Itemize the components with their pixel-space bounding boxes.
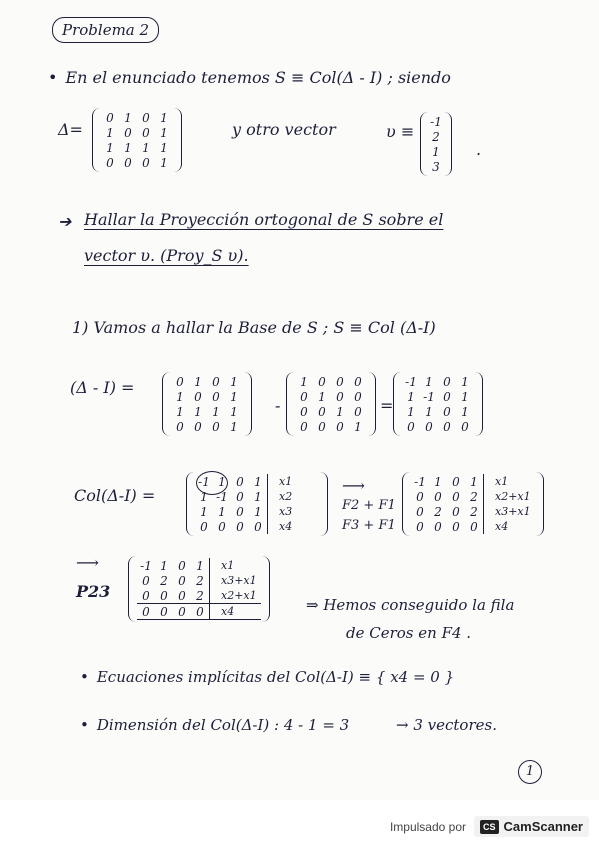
- matrix-cell: 1: [124, 110, 132, 125]
- matrix-cell: 2: [432, 129, 440, 144]
- matrix-cell: 0: [155, 604, 173, 620]
- p23-arrow: ⟶: [76, 553, 99, 572]
- augment-separator: [268, 489, 277, 504]
- row-op-2: F3 + F1: [342, 518, 396, 533]
- matrix-cell: 1: [124, 140, 132, 155]
- implicit-equations: • Ecuaciones implícitas del Col(Δ-I) ≡ { x4 = 0 }: [80, 668, 454, 686]
- augment-separator: [210, 558, 219, 573]
- matrix-row: [411, 489, 535, 504]
- matrix-cell: 0: [106, 155, 114, 170]
- matrix-cell: 0: [354, 404, 362, 419]
- matrix-cell: 0: [200, 519, 208, 534]
- matrix-cell: 1: [194, 404, 202, 419]
- matrix-cell: 1: [230, 389, 238, 404]
- matrix-row: [295, 389, 367, 404]
- scanner-footer: [390, 816, 589, 837]
- matrix-cell: 0: [194, 389, 202, 404]
- matrix-row: [402, 404, 474, 419]
- matrix-cell: 1: [461, 389, 469, 404]
- matrix-cell: 0: [443, 374, 451, 389]
- intro-text: • En el enunciado tenemos S ≡ Col(Δ - I) ; siendo: [48, 68, 451, 87]
- step1-heading: 1) Vamos a hallar la Base de S ; S ≡ Col (Δ-I): [72, 318, 436, 337]
- col-label: Col(Δ-I) =: [74, 486, 156, 505]
- matrix-cell: 1: [254, 504, 262, 519]
- matrix-cell: x3+x1: [221, 574, 257, 587]
- matrix-cell: 1: [200, 504, 208, 519]
- matrix-cell: 2: [470, 489, 478, 504]
- matrix-cell: 0: [336, 389, 344, 404]
- matrix-cell: 1: [407, 404, 415, 419]
- matrix-cell: 0: [336, 419, 344, 434]
- matrix-cell: 0: [212, 374, 220, 389]
- task-line-1: Hallar la Proyección ortogonal de S sobre el: [84, 210, 444, 229]
- matrix-delta-copy: [162, 372, 252, 436]
- matrix-cell: 2: [196, 588, 204, 603]
- matrix-cell: 1: [336, 404, 344, 419]
- matrix-row: [411, 519, 535, 534]
- matrix-cell: x1: [279, 475, 293, 488]
- delta-matrix: [92, 108, 182, 172]
- matrix-row: [295, 374, 367, 389]
- matrix-cell: 0: [142, 573, 150, 588]
- matrix-row: [101, 140, 173, 155]
- matrix-cell: 1: [142, 140, 150, 155]
- matrix-row: [171, 404, 243, 419]
- matrix-row: [137, 558, 261, 573]
- matrix-cell: 0: [318, 374, 326, 389]
- matrix-cell: -1: [430, 114, 442, 129]
- matrix-cell: 1: [160, 110, 168, 125]
- matrix-cell: 0: [434, 519, 442, 534]
- matrix-cell: 0: [318, 419, 326, 434]
- matrix-row: [427, 129, 445, 144]
- matrix-cell: 0: [254, 519, 262, 534]
- augmented-matrix-2: [402, 472, 544, 536]
- identity-matrix: [286, 372, 376, 436]
- matrix-row: [137, 588, 261, 604]
- matrix-cell: x3: [279, 505, 293, 518]
- matrix-cell: 1: [425, 404, 433, 419]
- matrix-cell: 2: [160, 573, 168, 588]
- matrix-cell: 0: [173, 604, 191, 620]
- matrix-cell: 0: [416, 519, 424, 534]
- matrix-cell: 0: [300, 389, 308, 404]
- matrix-cell: 0: [416, 489, 424, 504]
- camscanner-brand: CamScanner: [503, 819, 583, 834]
- p23-note-1: ⇒ Hemos conseguido la fila: [306, 596, 515, 614]
- camscanner-icon: CS: [480, 820, 499, 834]
- augment-separator: [484, 489, 493, 504]
- matrix-row: [427, 144, 445, 159]
- middle-text: y otro vector: [232, 120, 336, 139]
- difference-matrix: [393, 372, 483, 436]
- matrix-cell: 1: [230, 419, 238, 434]
- augment-separator: [484, 504, 493, 519]
- matrix-row: [171, 419, 243, 434]
- matrix-row: [295, 419, 367, 434]
- matrix-cell: 1: [230, 374, 238, 389]
- matrix-cell: 0: [176, 374, 184, 389]
- matrix-cell: 1: [176, 389, 184, 404]
- matrix-cell: 0: [137, 604, 155, 620]
- matrix-cell: 1: [176, 404, 184, 419]
- matrix-cell: 0: [300, 404, 308, 419]
- matrix-cell: 1: [461, 404, 469, 419]
- matrix-cell: x2+x1: [221, 589, 257, 602]
- matrix-cell: 0: [212, 389, 220, 404]
- matrix-cell: 1: [354, 419, 362, 434]
- matrix-cell: 1: [230, 404, 238, 419]
- matrix-row: [411, 474, 535, 489]
- matrix-cell: 0: [124, 125, 132, 140]
- v-label: υ ≡: [386, 122, 415, 141]
- matrix-row: [137, 573, 261, 588]
- task-arrow: ➔: [58, 212, 72, 231]
- matrix-row: [101, 110, 173, 125]
- matrix-cell: x4: [495, 520, 509, 533]
- matrix-row: [195, 519, 319, 534]
- matrix-cell: 3: [432, 159, 440, 174]
- matrix-cell: 1: [106, 140, 114, 155]
- matrix-cell: 0: [443, 419, 451, 434]
- matrix-cell: 0: [318, 404, 326, 419]
- task-line-2: vector υ. (Proy_S υ).: [84, 246, 249, 265]
- matrix-cell: 1: [194, 374, 202, 389]
- pivot-circle: [196, 471, 228, 495]
- matrix-row: [101, 155, 173, 170]
- matrix-cell: x4: [218, 604, 261, 620]
- matrix-cell: -1: [414, 474, 426, 489]
- matrix-cell: 0: [176, 419, 184, 434]
- matrix-cell: 0: [425, 419, 433, 434]
- v-vector: [420, 112, 452, 176]
- matrix-cell: 1: [407, 389, 415, 404]
- matrix-cell: 0: [452, 504, 460, 519]
- matrix-row: [171, 389, 243, 404]
- augment-separator: [268, 519, 277, 534]
- augment-separator: [484, 519, 493, 534]
- matrix-cell: 1: [160, 155, 168, 170]
- matrix-cell: 0: [416, 504, 424, 519]
- augment-separator: [268, 504, 277, 519]
- matrix-cell: 0: [106, 110, 114, 125]
- matrix-cell: -1: [405, 374, 417, 389]
- matrix-cell: 0: [443, 404, 451, 419]
- matrix-row: [427, 114, 445, 129]
- matrix-cell: 2: [196, 573, 204, 588]
- matrix-cell: 1: [160, 558, 168, 573]
- matrix-cell: 0: [407, 419, 415, 434]
- matrix-cell: 0: [354, 374, 362, 389]
- matrix-cell: 0: [434, 489, 442, 504]
- problem-title: Problema 2: [52, 17, 159, 43]
- matrix-row: [137, 604, 261, 620]
- matrix-cell: 0: [354, 389, 362, 404]
- matrix-cell: 1: [300, 374, 308, 389]
- matrix-cell: 2: [434, 504, 442, 519]
- matrix-cell: 1: [461, 374, 469, 389]
- matrix-cell: 1: [432, 144, 440, 159]
- matrix-cell: 0: [461, 419, 469, 434]
- page-number: 1: [518, 760, 542, 784]
- matrix-row: [402, 374, 474, 389]
- matrix-cell: 1: [196, 558, 204, 573]
- matrix-cell: 1: [218, 504, 226, 519]
- matrix-cell: 0: [470, 519, 478, 534]
- matrix-cell: 0: [178, 588, 186, 603]
- matrix-cell: 0: [452, 519, 460, 534]
- matrix-cell: 0: [178, 558, 186, 573]
- matrix-cell: 0: [212, 419, 220, 434]
- p23-label: P23: [76, 582, 111, 601]
- matrix-cell: 0: [236, 504, 244, 519]
- matrix-cell: 0: [142, 110, 150, 125]
- augment-separator: [210, 588, 219, 604]
- matrix-cell: x4: [279, 520, 293, 533]
- augmented-matrix-3: [128, 556, 270, 622]
- matrix-cell: x3+x1: [495, 505, 531, 518]
- matrix-row: [411, 504, 535, 519]
- dimension-tail: → 3 vectores.: [396, 716, 497, 734]
- dimension-text: • Dimensión del Col(Δ-I) : 4 - 1 = 3: [80, 716, 349, 734]
- matrix-cell: 0: [124, 155, 132, 170]
- minus-sign: -: [275, 396, 281, 415]
- matrix-cell: 0: [452, 474, 460, 489]
- augment-separator: [268, 474, 277, 489]
- matrix-row: [101, 125, 173, 140]
- matrix-cell: 0: [452, 489, 460, 504]
- augment-separator: [484, 474, 493, 489]
- matrix-cell: 0: [300, 419, 308, 434]
- matrix-cell: 2: [470, 504, 478, 519]
- matrix-cell: 1: [200, 489, 208, 504]
- matrix-cell: 1: [318, 389, 326, 404]
- matrix-cell: 1: [254, 489, 262, 504]
- powered-by-text: Impulsado por: [389, 819, 466, 834]
- matrix-cell: 1: [470, 474, 478, 489]
- matrix-cell: 0: [336, 374, 344, 389]
- matrix-cell: 1: [212, 404, 220, 419]
- subtraction-label: (Δ - I) =: [70, 378, 135, 397]
- matrix-cell: 0: [236, 489, 244, 504]
- v-period: .: [476, 140, 482, 159]
- matrix-cell: 0: [236, 474, 244, 489]
- augment-separator: [210, 604, 219, 620]
- equals-sign: =: [380, 396, 394, 415]
- matrix-row: [171, 374, 243, 389]
- matrix-cell: -1: [140, 558, 152, 573]
- matrix-cell: 1: [218, 474, 226, 489]
- matrix-row: [402, 419, 474, 434]
- matrix-cell: -1: [198, 474, 210, 489]
- matrix-cell: 0: [142, 125, 150, 140]
- matrix-cell: 0: [236, 519, 244, 534]
- matrix-cell: 0: [178, 573, 186, 588]
- matrix-cell: 1: [425, 374, 433, 389]
- matrix-cell: 1: [106, 125, 114, 140]
- augment-separator: [210, 573, 219, 588]
- matrix-cell: 0: [191, 604, 210, 620]
- matrix-cell: 1: [160, 140, 168, 155]
- matrix-cell: x1: [221, 559, 235, 572]
- matrix-cell: 0: [443, 389, 451, 404]
- row-op-arrow: ⟶: [342, 476, 365, 495]
- matrix-cell: 0: [194, 419, 202, 434]
- matrix-cell: -1: [423, 389, 435, 404]
- matrix-cell: 0: [142, 588, 150, 603]
- camscanner-logo: [474, 816, 589, 837]
- matrix-row: [295, 404, 367, 419]
- matrix-cell: x2+x1: [495, 490, 531, 503]
- matrix-row: [427, 159, 445, 174]
- matrix-cell: 1: [434, 474, 442, 489]
- delta-label: Δ=: [58, 120, 83, 139]
- row-op-1: F2 + F1: [342, 498, 396, 513]
- matrix-row: [195, 504, 319, 519]
- matrix-cell: x2: [279, 490, 293, 503]
- matrix-cell: 0: [218, 519, 226, 534]
- matrix-row: [402, 389, 474, 404]
- matrix-cell: 1: [254, 474, 262, 489]
- matrix-cell: 0: [160, 588, 168, 603]
- matrix-cell: 0: [142, 155, 150, 170]
- matrix-cell: 1: [160, 125, 168, 140]
- matrix-cell: x1: [495, 475, 509, 488]
- p23-note-2: de Ceros en F4 .: [346, 624, 472, 642]
- matrix-cell: -1: [216, 489, 228, 504]
